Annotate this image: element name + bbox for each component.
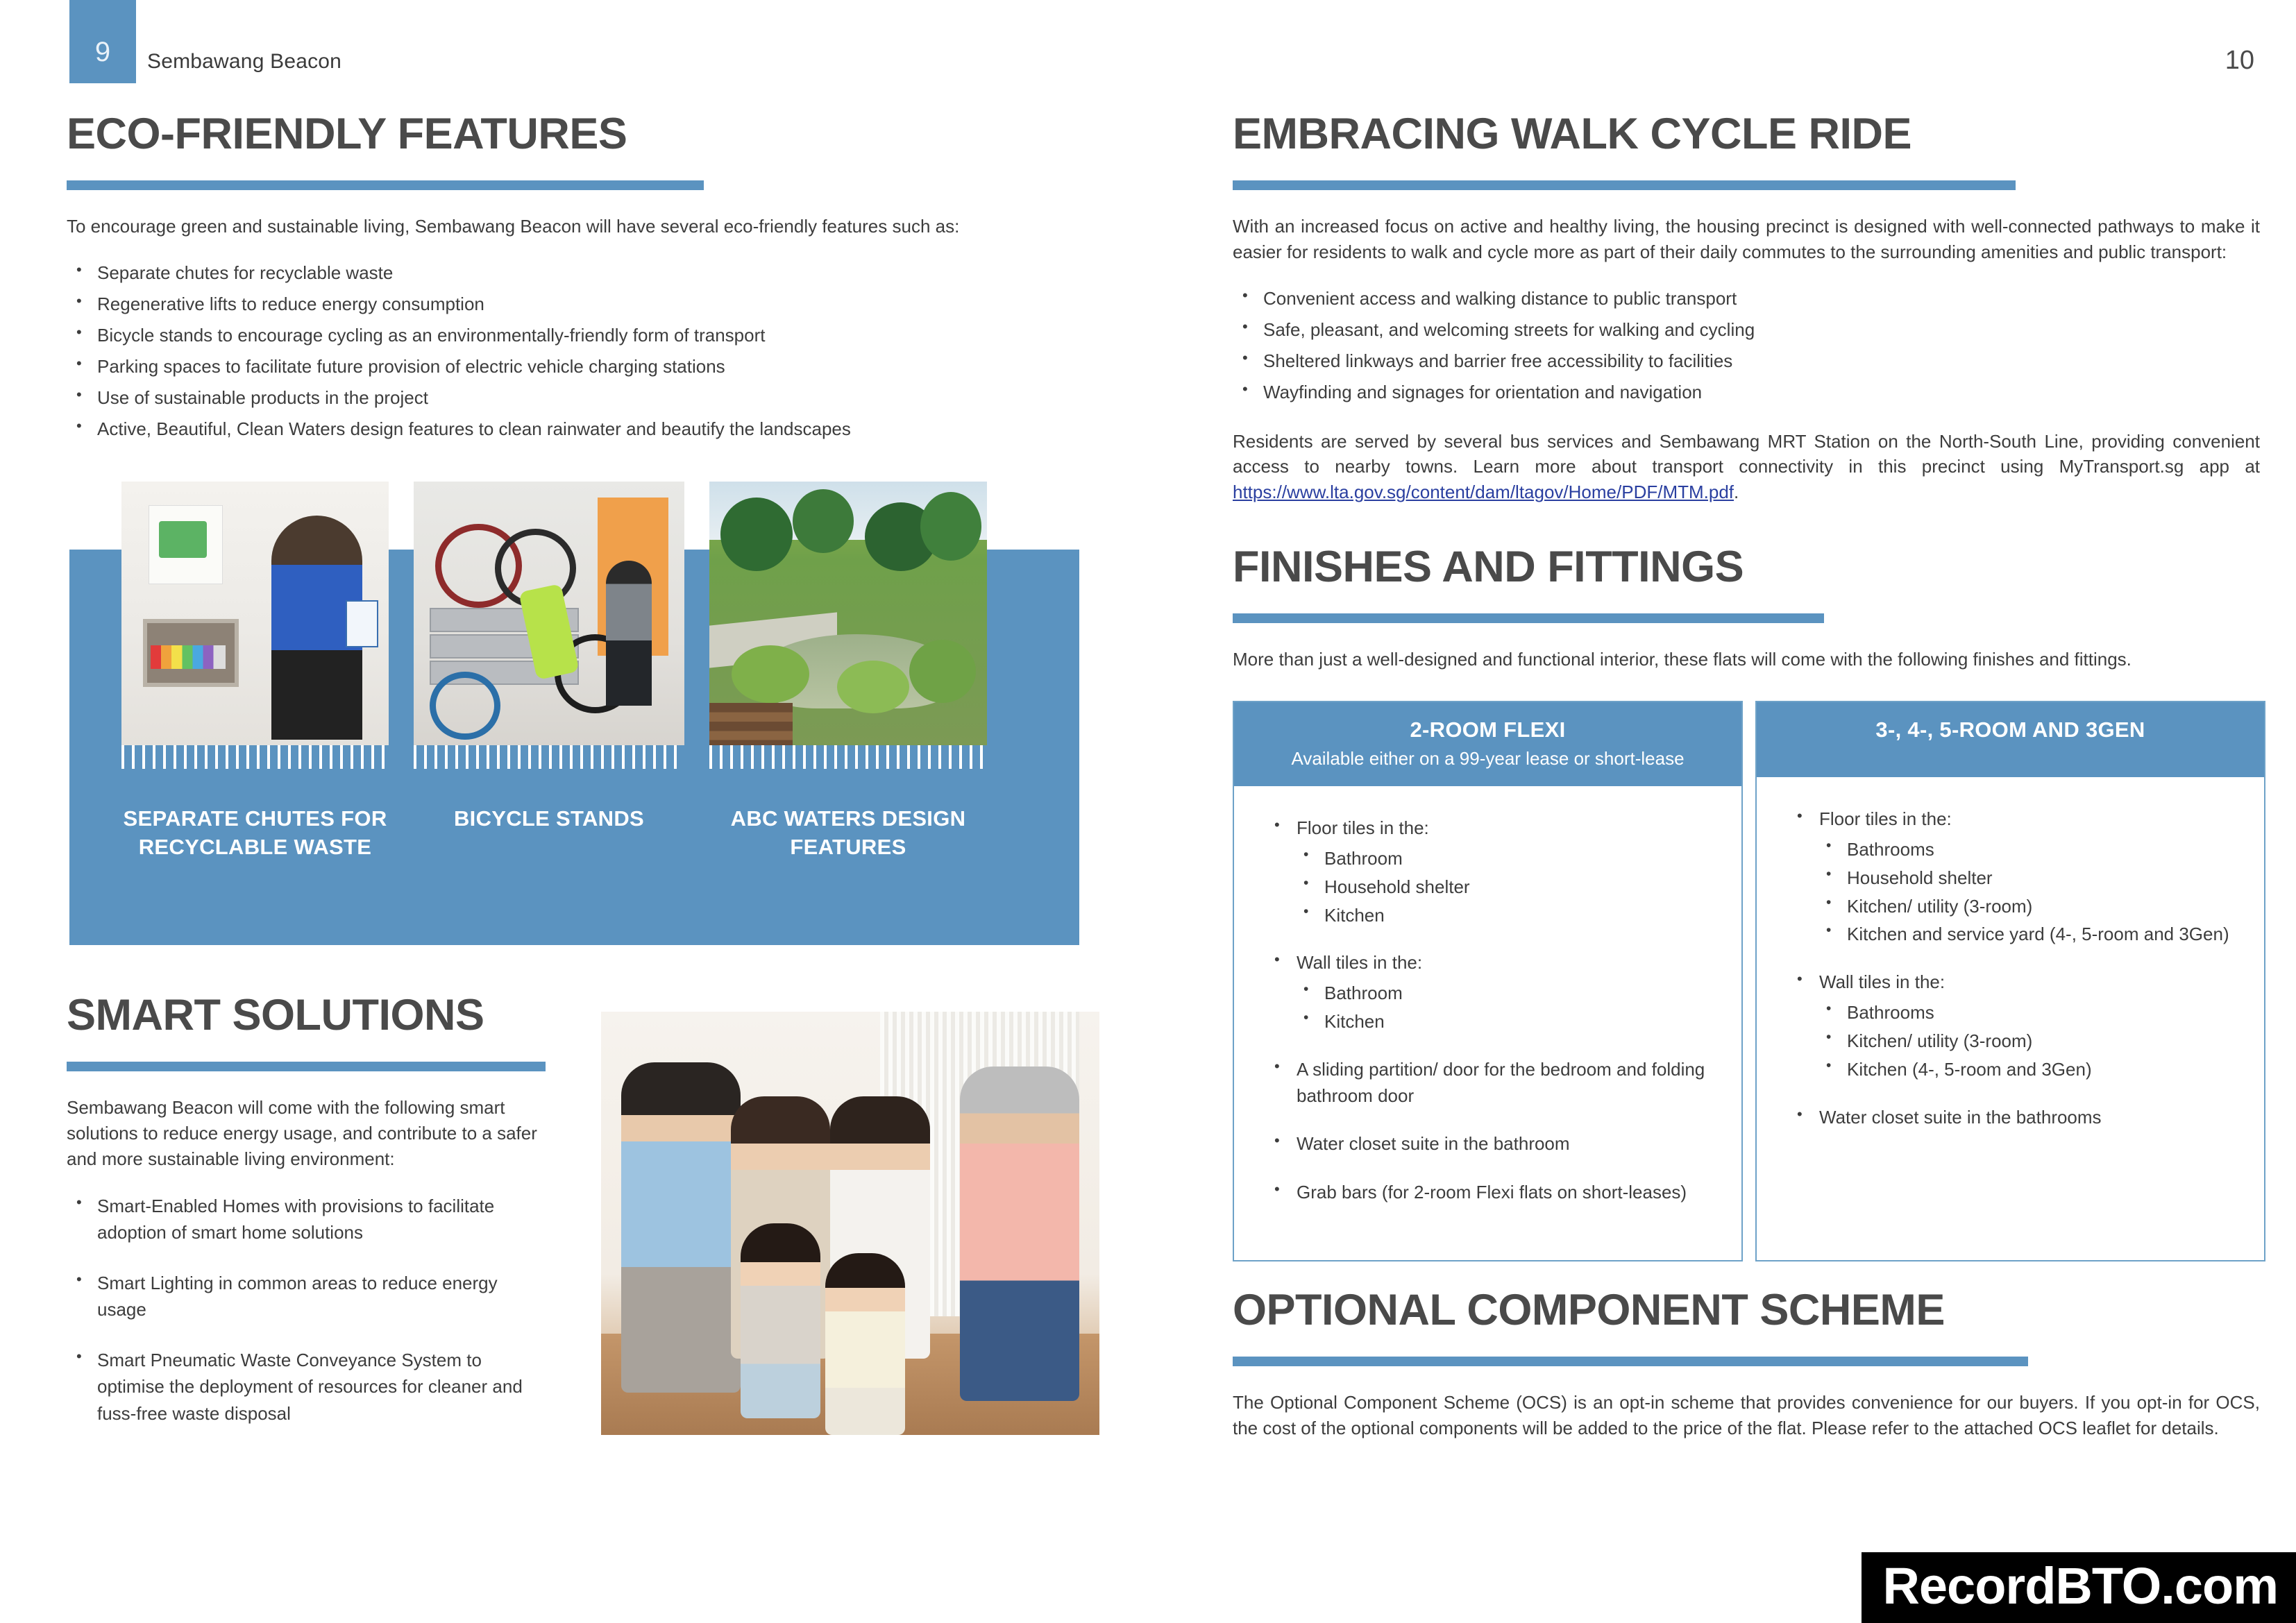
- finishes-column-2room: [1233, 701, 1743, 1261]
- eco-intro-paragraph: To encourage green and sustainable living, Sembawang Beacon will have several eco-friendly features such as:: [67, 216, 960, 237]
- table-header-title: 2-ROOM FLEXI: [1410, 717, 1566, 742]
- mytransport-pdf-link[interactable]: https://www.lta.gov.sg/content/dam/ltagov/Home/PDF/MTM.pdf: [1233, 482, 1734, 503]
- smart-solutions-section: [67, 992, 1087, 1450]
- sub-list-item: • Kitchen: [1297, 903, 1721, 928]
- eco-photo-row: [69, 482, 1079, 745]
- walk-transport-paragraph: [1233, 429, 2260, 506]
- sub-list-item: • Bathrooms: [1819, 837, 2243, 863]
- caption-separate-chutes: [121, 745, 389, 946]
- sub-list-item: • Kitchen: [1297, 1009, 1721, 1035]
- sub-list-item: • Kitchen and service yard (4-, 5-room and 3Gen): [1819, 921, 2243, 947]
- finishes-intro-paragraph: More than just a well-designed and functional interior, these flats will come with the following finishes and fittings.: [1233, 649, 2132, 670]
- eco-section-title: ECO-FRIENDLY FEATURES: [67, 110, 627, 158]
- list-item: • A sliding partition/ door for the bedroom and folding bathroom door: [1266, 1057, 1721, 1109]
- list-item: [1266, 950, 1721, 1035]
- list-item-label: Wall tiles in the:: [1819, 971, 1945, 993]
- finishes-section-title: FINISHES AND FITTINGS: [1233, 543, 1744, 592]
- sub-list-item: • Kitchen/ utility (3-room): [1819, 894, 2243, 919]
- list-item: • Convenient access and walking distance to public transport: [1233, 286, 2260, 312]
- caption-bicycle-stands: [414, 745, 684, 946]
- list-item: [1266, 815, 1721, 928]
- smart-intro-paragraph: Sembawang Beacon will come with the following smart solutions to reduce energy usage, and contribute to a safer and more sustainable living environment:: [67, 1097, 537, 1169]
- sub-list-item: • Kitchen/ utility (3-room): [1819, 1028, 2243, 1054]
- smart-bullet-list: [67, 1193, 546, 1427]
- ocs-body-paragraph: The Optional Component Scheme (OCS) is an opt-in scheme that provides convenience for our buyers. If you opt-in for OCS, the cost of the optional components will be added to the price of the flat. Please refer to the attached OCS leaflet for details.: [1233, 1392, 2260, 1439]
- table-header-2room: [1234, 702, 1741, 786]
- list-item: [1789, 806, 2243, 947]
- photo-abc-waters: [709, 482, 987, 745]
- page-badge-left: [69, 0, 136, 83]
- table-header-3gen: [1757, 702, 2264, 777]
- left-page-column: [67, 111, 1087, 447]
- list-item: • Smart Pneumatic Waste Conveyance System to optimise the deployment of resources for cleaner and fuss-free waste disposal: [67, 1347, 546, 1427]
- eco-caption-row: [69, 745, 1079, 946]
- ocs-section-title: OPTIONAL COMPONENT SCHEME: [1233, 1286, 1945, 1334]
- caption-text: ABC WATERS DESIGN FEATURES: [730, 806, 966, 859]
- photo-family: [601, 1012, 1099, 1435]
- dash-divider-icon: [414, 745, 684, 769]
- eco-title-rule: [67, 180, 704, 190]
- walk-title-rule: [1233, 180, 2016, 190]
- list-item: • Separate chutes for recyclable waste: [67, 260, 1087, 286]
- page-number-right: 10: [2225, 46, 2254, 75]
- sub-list-item: • Household shelter: [1297, 874, 1721, 900]
- caption-abc-waters: [709, 745, 987, 946]
- finishes-table: [1233, 701, 2265, 1261]
- right-page-column: [1233, 111, 2260, 672]
- transport-text-after: .: [1734, 482, 1739, 503]
- ocs-section: [1233, 1287, 2260, 1441]
- table-body-2room: [1234, 786, 1741, 1260]
- table-body-3gen: [1757, 777, 2264, 1207]
- list-item: • Safe, pleasant, and welcoming streets for walking and cycling: [1233, 317, 2260, 343]
- sub-list-item: • Bathrooms: [1819, 1000, 2243, 1026]
- list-item: • Bicycle stands to encourage cycling as an environmentally-friendly form of transport: [67, 323, 1087, 348]
- list-item-label: Floor tiles in the:: [1297, 817, 1429, 838]
- smart-title-rule: [67, 1062, 546, 1071]
- list-item: • Grab bars (for 2-room Flexi flats on short-leases): [1266, 1180, 1721, 1206]
- list-item: • Active, Beautiful, Clean Waters design features to clean rainwater and beautify the landscapes: [67, 416, 1087, 442]
- list-item: • Use of sustainable products in the project: [67, 385, 1087, 411]
- walk-section-title: EMBRACING WALK CYCLE RIDE: [1233, 110, 1911, 158]
- list-item: • Sheltered linkways and barrier free accessibility to facilities: [1233, 348, 2260, 374]
- list-item-label: Floor tiles in the:: [1819, 808, 1952, 829]
- walk-intro-paragraph: With an increased focus on active and healthy living, the housing precinct is designed with well-connected pathways to make it easier for residents to walk and cycle more as part of their daily commutes to the surrounding amenities and public transport:: [1233, 216, 2260, 263]
- sub-list-item: • Bathroom: [1297, 980, 1721, 1006]
- table-header-title: 3-, 4-, 5-ROOM AND 3GEN: [1875, 717, 2145, 742]
- table-header-subtitle: Available either on a 99-year lease or short-lease: [1291, 748, 1685, 769]
- walk-bullet-list: [1233, 286, 2260, 405]
- list-item: [1789, 969, 2243, 1082]
- list-item-label: Wall tiles in the:: [1297, 952, 1423, 974]
- eco-bullet-list: [67, 260, 1087, 441]
- caption-text: BICYCLE STANDS: [453, 806, 645, 831]
- ocs-title-rule: [1233, 1357, 2028, 1366]
- watermark: RecordBTO.com: [1862, 1552, 2296, 1623]
- photo-bicycle-stands: [414, 482, 684, 745]
- list-item: • Regenerative lifts to reduce energy consumption: [67, 291, 1087, 317]
- document-title: Sembawang Beacon: [147, 50, 342, 73]
- finishes-title-rule: [1233, 613, 1824, 623]
- smart-section-title: SMART SOLUTIONS: [67, 991, 484, 1039]
- photo-separate-chutes: [121, 482, 389, 745]
- list-item: • Parking spaces to facilitate future provision of electric vehicle charging stations: [67, 354, 1087, 380]
- transport-text-before: Residents are served by several bus services and Sembawang MRT Station on the North-South Line, providing convenient access to nearby towns. Learn more about transport connectivity in this precinct using MyTransport.sg app at: [1233, 430, 2260, 477]
- dash-divider-icon: [709, 745, 987, 769]
- sub-list-item: • Household shelter: [1819, 865, 2243, 891]
- sub-list-item: • Bathroom: [1297, 846, 1721, 872]
- caption-text: SEPARATE CHUTES FOR RECYCLABLE WASTE: [123, 806, 387, 859]
- list-item: • Wayfinding and signages for orientation and navigation: [1233, 380, 2260, 405]
- list-item: • Water closet suite in the bathroom: [1266, 1131, 1721, 1157]
- list-item: • Water closet suite in the bathrooms: [1789, 1105, 2243, 1131]
- list-item: • Smart-Enabled Homes with provisions to facilitate adoption of smart home solutions: [67, 1193, 546, 1246]
- page-badge-number: 9: [94, 37, 111, 67]
- dash-divider-icon: [121, 745, 389, 769]
- finishes-column-3-4-5room: [1755, 701, 2265, 1261]
- sub-list-item: • Kitchen (4-, 5-room and 3Gen): [1819, 1057, 2243, 1082]
- list-item: • Smart Lighting in common areas to reduce energy usage: [67, 1270, 546, 1323]
